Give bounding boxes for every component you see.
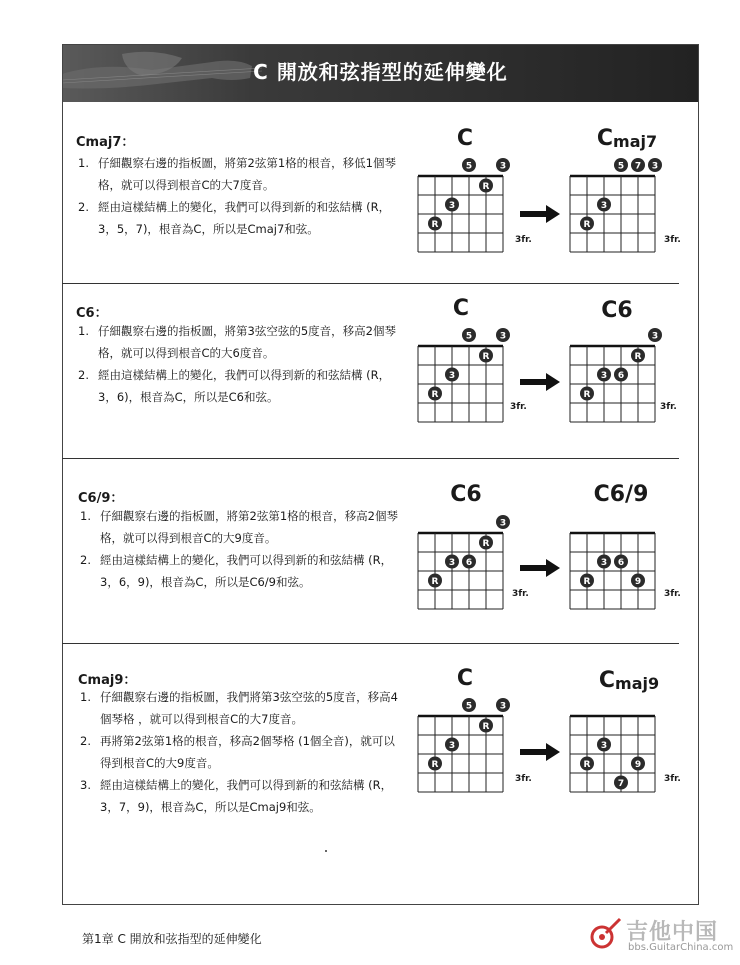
finger-dot-label: R [583,390,591,400]
chord-name-from: C6 [450,482,482,507]
finger-dot-label: R [634,352,642,362]
finger-dot-label: 6 [617,558,625,568]
finger-dot-label: R [583,220,591,230]
chord-diagram-from [418,158,528,253]
finger-dot-label: R [482,539,490,549]
scan-dot [325,850,327,852]
instruction-list [80,505,400,593]
chord-name-from: C [452,296,470,321]
chord-name-to: $C_{maj7}$ [596,126,658,151]
finger-dot-label: 3 [448,371,456,381]
finger-dot-label: R [431,760,439,770]
divider [62,283,679,284]
finger-dot-label: 3 [600,201,608,211]
finger-dot-label: 9 [634,760,642,770]
finger-dot-label: 3 [651,331,659,342]
list-item: 1. 仔細觀察右邊的指板圖，將第2弦第1格的根音，移低1個琴格，就可以得到根音C的大7度音。 [78,156,396,192]
fret-label: 3fr. [664,235,681,245]
divider [62,643,679,644]
finger-dot-label: 6 [617,371,625,381]
list-item: 3. 經由這樣結構上的變化，我們可以得到新的和弦結構 (R，3，7，9)，根音為C，所以是Cmaj9和弦。 [80,778,393,814]
finger-dot-label: 3 [499,331,507,342]
list-item: 2. 經由這樣結構上的變化，我們可以得到新的和弦結構 (R，3，6，9)，根音為C，所以是C6/9和弦。 [80,553,393,589]
site-logo [588,913,734,958]
guitar-logo-icon [588,917,622,951]
finger-dot-label: R [482,722,490,732]
fret-label: 3fr. [660,402,677,412]
finger-dot-label: 6 [465,558,473,568]
arrow-right-icon [520,204,560,224]
instruction-list [78,152,398,240]
finger-dot-label: 9 [634,577,642,587]
chord-name-from: C [456,666,474,691]
list-item: 1. 仔細觀察右邊的指板圖，我們將第3弦空弦的5度音，移高4個琴格 ，就可以得到根音C的大7度音。 [80,690,398,726]
divider [62,458,679,459]
arrow-right-icon [520,558,560,578]
finger-dot-label: 3 [600,371,608,381]
arrow-right-icon [520,742,560,762]
finger-dot-label: R [431,220,439,230]
finger-dot-label: 7 [634,161,642,172]
list-item: 1. 仔細觀察右邊的指板圖，將第2弦第1格的根音，移高2個琴格，就可以得到根音C的大9度音。 [80,509,398,545]
finger-dot-label: 3 [600,558,608,568]
finger-dot-label: 3 [448,558,456,568]
chord-diagram-from [418,698,528,793]
instruction-list [80,686,400,818]
fret-label: 3fr. [512,589,529,599]
fret-label: 3fr. [664,774,681,784]
finger-dot-label: R [482,182,490,192]
section-title: C6/9： [78,491,124,506]
finger-dot-label: 5 [465,161,473,172]
chord-name-to: C6/9 [593,482,649,507]
logo-url: bbs.GuitarChina.com [628,942,734,953]
list-item: 2. 再將第2弦第1格的根音，移高2個琴格 (1個全音)，就可以得到根音C的大9度音。 [80,734,395,770]
finger-dot-label: 3 [448,741,456,751]
finger-dot-label: R [482,352,490,362]
finger-dot-label: R [583,760,591,770]
finger-dot-label: 5 [465,331,473,342]
chord-name-from: C [456,126,474,151]
fret-label: 3fr. [664,589,681,599]
page-footer: 第1章 C 開放和弦指型的延伸變化 [82,932,262,946]
finger-dot-label: R [583,577,591,587]
finger-dot-label: 3 [600,741,608,751]
section-title: Cmaj9： [78,673,137,688]
list-item: 1. 仔細觀察右邊的指板圖，將第3弦空弦的5度音，移高2個琴格，就可以得到根音C的大6度音。 [78,324,396,360]
page-title: C 開放和弦指型的延伸變化 [253,60,508,84]
finger-dot-label: 5 [465,701,473,712]
finger-dot-label: 3 [448,201,456,211]
fret-label: 3fr. [515,774,532,784]
chord-name-to: C6 [601,298,633,323]
finger-dot-label: R [431,390,439,400]
chord-diagram-to [570,698,680,818]
finger-dot-label: 5 [617,161,625,172]
list-item: 2. 經由這樣結構上的變化，我們可以得到新的和弦結構 (R，3，5，7)，根音為C，所以是Cmaj7和弦。 [78,200,391,236]
arrow-right-icon [520,372,560,392]
fret-label: 3fr. [510,402,527,412]
finger-dot-label: 3 [499,518,507,529]
section-title: Cmaj7： [76,135,135,150]
logo-text: 吉他中国 [626,920,719,945]
fret-label: 3fr. [515,235,532,245]
list-item: 2. 經由這樣結構上的變化，我們可以得到新的和弦結構 (R，3，6)，根音為C，所以是C6和弦。 [78,368,391,404]
finger-dot-label: 3 [499,161,507,172]
section-title: C6： [76,306,108,321]
instruction-list [78,320,398,408]
finger-dot-label: R [431,577,439,587]
finger-dot-label: 3 [651,161,659,172]
finger-dot-label: 7 [617,779,625,789]
chord-name-to: $C_{maj9}$ [598,668,660,693]
finger-dot-label: 3 [499,701,507,712]
